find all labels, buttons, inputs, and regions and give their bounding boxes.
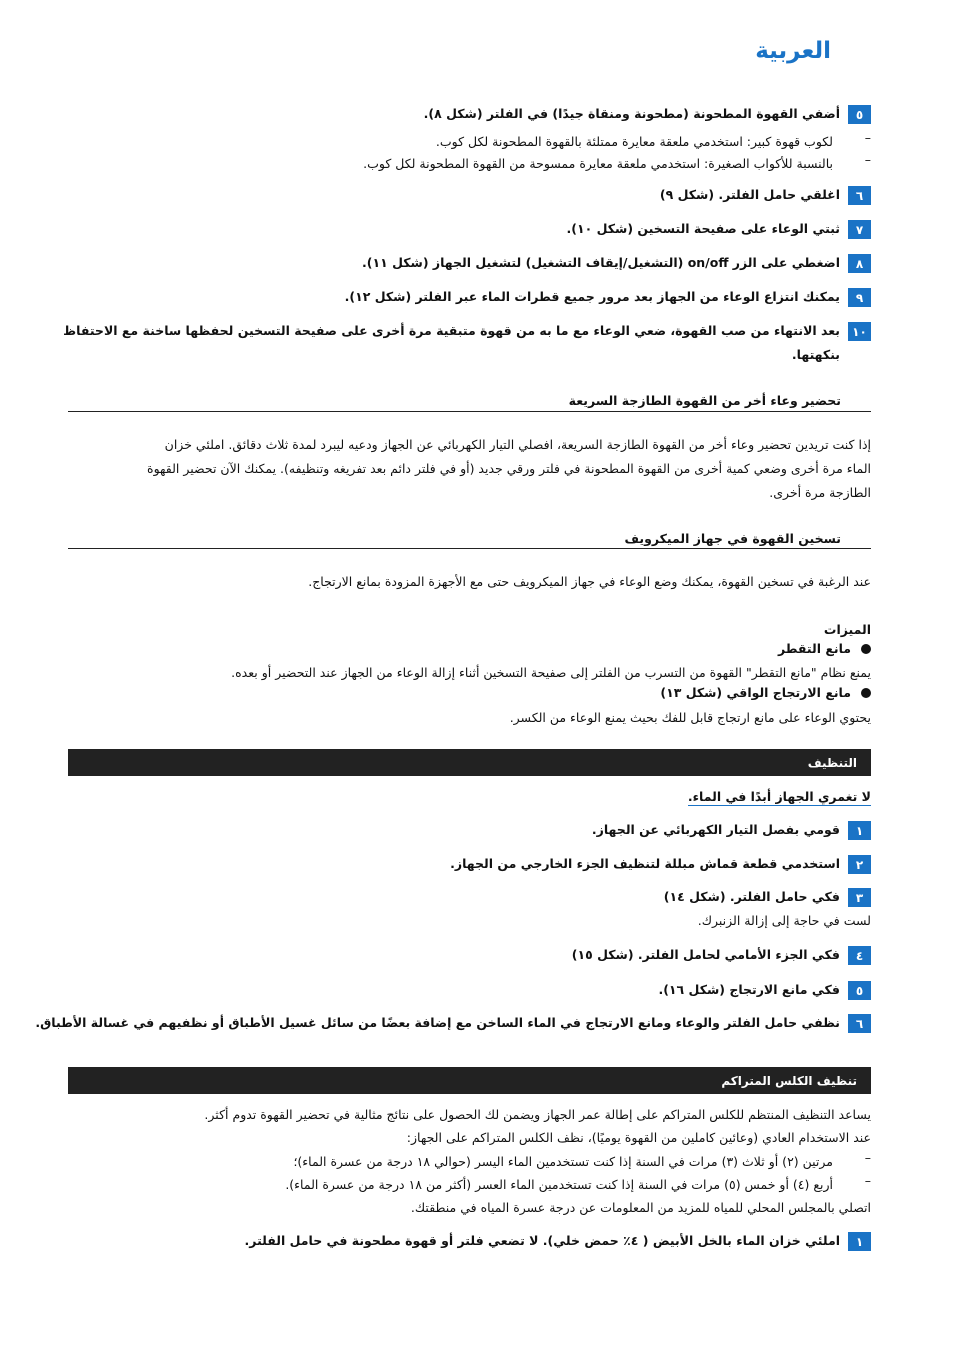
microwave-heading: تسخين القهوة في جهاز الميكرويف — [624, 531, 841, 546]
drip-text: يمنع نظام "مانع التقطر" القهوة من التسرب من الفلتر إلى صفيحة التسخين أثناء إزالة الوعاء من الجهاز عند التحضير أو بعده. — [231, 665, 871, 680]
step-text: قومي بفصل التيار الكهربائي عن الجهاز. — [591, 822, 840, 837]
step-text: املئي خزان الماء بالخل الأبيض ( ٤٪ حمض خلي). لا تضعي فلتر أو قهوة مطحونة في حامل الفلتر. — [244, 1233, 840, 1248]
step-text: بعد الانتهاء من صب القهوة، ضعي الوعاء مع ما به من قهوة متبقية مرة أخرى على صفيحة التسخين لحفظها ساخنة مع الاحتفاظ — [63, 323, 840, 338]
page-title: العربية — [755, 38, 831, 64]
fresh-heading: تحضير وعاء أخر من القهوة الطازجة السريعة — [568, 393, 841, 408]
step-number: ٥ — [848, 105, 871, 124]
step-text: فكي مانع الارتجاج (شكل ١٦). — [658, 982, 840, 997]
step-number: ٤ — [848, 946, 871, 965]
clean-step-2 — [450, 855, 871, 876]
section-bar-cleaning: التنظيف — [68, 749, 871, 776]
step-number: ٧ — [848, 220, 871, 239]
descale-p3: اتصلي بالمجلس المحلي للمياه للمزيد من المعلومات عن درجة عسرة المياه في منطقتك. — [410, 1200, 871, 1215]
step-number: ١ — [848, 821, 871, 840]
feature-shake: مانع الارتجاج الواقي (شكل ١٣) — [660, 685, 871, 700]
step-text: اضغطي على الزر on/off (التشغيل/إيقاف التشغيل) لتشغيل الجهاز (شكل ١١). — [362, 255, 840, 270]
feature-drip: مانع التقطر — [778, 641, 871, 656]
step-text: اغلقي حامل الفلتر. (شكل ٩) — [659, 187, 840, 202]
descale-p1: يساعد التنظيف المنتظم للكلس المتراكم على إطالة عمر الجهاز ويضمن لك الحصول على نتائج مثالية في تحضير القهوة تدوم أكثر. — [204, 1107, 871, 1122]
bullet-icon — [861, 644, 871, 654]
step-number: ١ — [848, 1232, 871, 1251]
divider — [68, 548, 871, 549]
dash-item: – بالنسبة للأكواب الصغيرة: استخدمي ملعقة معايرة ممسوحة من القهوة المطحونة لكل كوب. — [363, 152, 871, 171]
step-note: لست في حاجة إلى إزالة الزنبرك. — [697, 913, 871, 928]
step-number: ٣ — [848, 888, 871, 907]
warning-text: لا تغمري الجهاز أبدًا في الماء. — [687, 789, 871, 804]
divider — [68, 411, 871, 412]
step-number: ٨ — [848, 254, 871, 273]
step-number: ٦ — [848, 186, 871, 205]
dash-item: – مرتين (٢) أو ثلاث (٣) مرات في السنة إذا كنت تستخدمين الماء اليسر (حوالي ١٨ درجة من عسرة الماء)؛ — [293, 1150, 871, 1169]
microwave-text: عند الرغبة في تسخين القهوة، يمكنك وضع الوعاء في جهاز الميكرويف حتى مع الأجهزة المزودة بمانع الارتجاج. — [308, 574, 871, 589]
descale-p2: عند الاستخدام العادي (وعائين كاملين من القهوة يوميًا)، نظف الكلس المتراكم على الجهاز: — [406, 1130, 871, 1145]
step-9 — [345, 288, 871, 309]
bullet-icon — [861, 688, 871, 698]
step-number: ٦ — [848, 1014, 871, 1033]
step-number: ٢ — [848, 855, 871, 874]
clean-step-5 — [658, 981, 871, 1002]
step-number: ٩ — [848, 288, 871, 307]
step-text: فكي الجزء الأمامي لحامل الفلتر. (شكل ١٥) — [571, 947, 840, 962]
step-10 — [63, 322, 871, 367]
step-5 — [424, 105, 871, 126]
step-text: فكي حامل الفلتر. (شكل ١٤) — [663, 889, 840, 904]
step-text-cont: بنكهتها. — [791, 347, 840, 362]
step-text: أضفي القهوة المطحونة (مطحونة ومنقاة جيدًا) في الفلتر (شكل ٨). — [423, 106, 840, 121]
step-text: نظفي حامل الفلتر والوعاء ومانع الارتجاج في الماء الساخن مع إضافة بعضًا من سائل غسيل الأطباق أو نظفيهم في غسالة الأطباق. — [35, 1015, 840, 1030]
step-number: ١٠ — [848, 322, 871, 341]
clean-step-6 — [35, 1014, 871, 1035]
descale-step-1 — [245, 1232, 871, 1253]
step-8 — [362, 254, 871, 275]
clean-step-1 — [592, 821, 871, 842]
fresh-paragraph: إذا كنت تريدين تحضير وعاء أخر من القهوة الطازجة السريعة، افصلي التيار الكهربائي عن الجهاز ودعيه ليبرد لمدة ثلاث دقائق. املئي خزان الماء مرة أخرى وضعي كمية أخرى من القهوة المطحونة في فلتر ورقي جديد (أو في فلتر دائم بعد تفريغه وتنظيفه). يمكنك الآن تحضير القهوة الطازجة مرة أخرى. — [147, 437, 871, 500]
step-text: يمكنك انتزاع الوعاء من الجهاز بعد مرور جميع قطرات الماء عبر الفلتر (شكل ١٢). — [344, 289, 840, 304]
section-bar-descaling: تنظيف الكلس المتراكم — [68, 1067, 871, 1094]
dash-item: – أربع (٤) أو خمس (٥) مرات في السنة إذا كنت تستخدمين الماء العسر (أكثر من ١٨ درجة من عسرة الماء). — [285, 1173, 871, 1192]
step-6 — [660, 186, 871, 207]
clean-step-4 — [572, 946, 871, 967]
features-heading: الميزات — [823, 622, 871, 637]
step-number: ٥ — [848, 981, 871, 1000]
shake-text: يحتوي الوعاء على مانع ارتجاج قابل للفك بحيث يمنع الوعاء من الكسر. — [509, 710, 871, 725]
step-text: استخدمي قطعة قماش مبللة لتنظيف الجزء الخارجي من الجهاز. — [450, 856, 840, 871]
step-7 — [567, 220, 871, 241]
clean-step-3 — [664, 888, 871, 909]
dash-item: – لكوب قهوة كبير: استخدمي ملعقة معايرة ممتلئة بالقهوة المطحونة لكل كوب. — [435, 130, 871, 149]
step-text: ثبتي الوعاء على صفيحة التسخين (شكل ١٠). — [566, 221, 840, 236]
